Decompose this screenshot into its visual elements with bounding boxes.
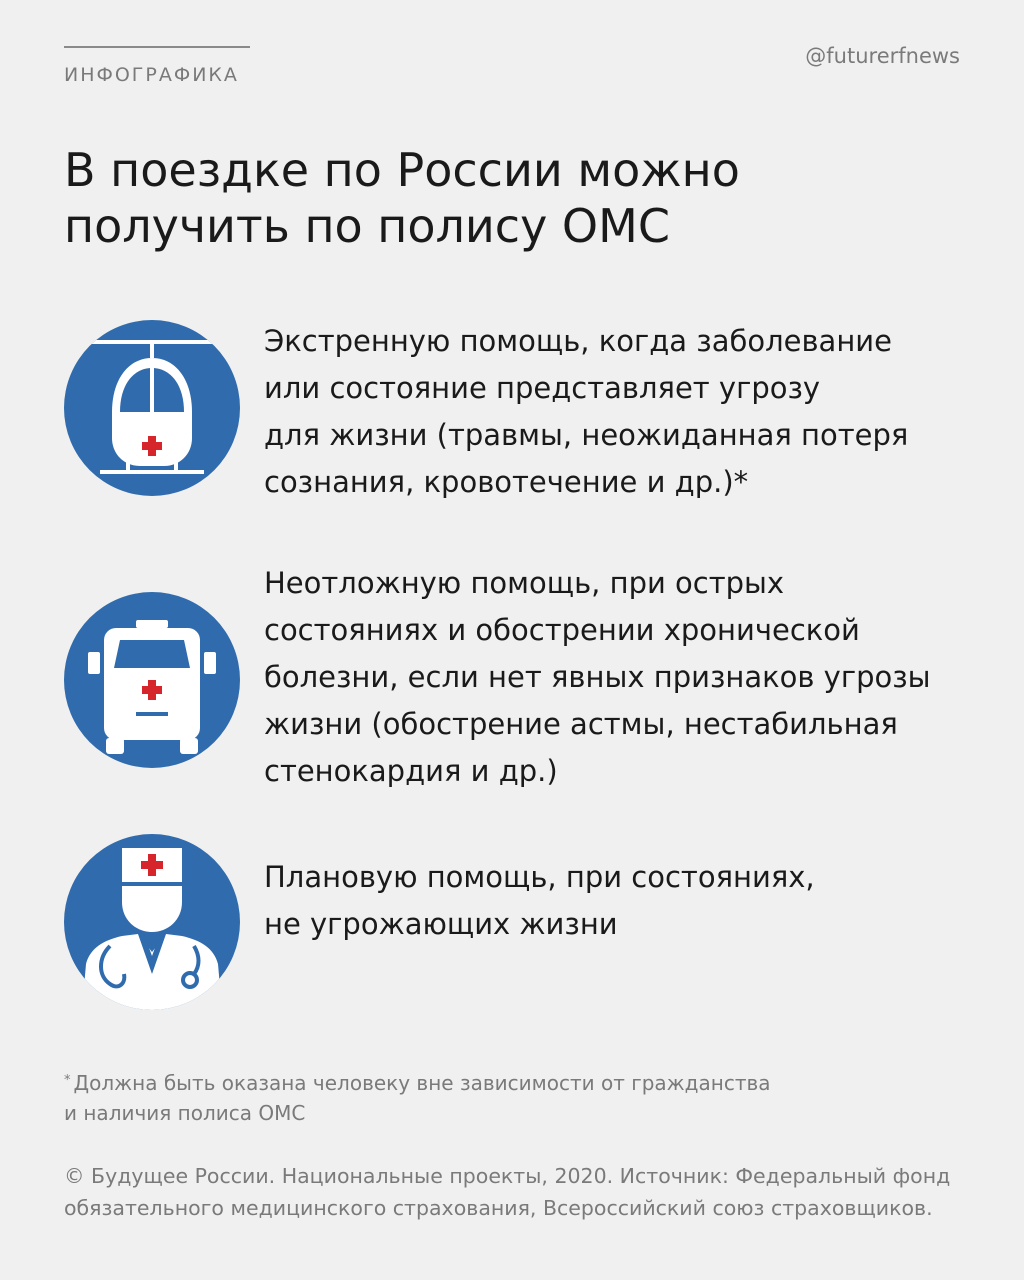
care-item-line: болезни, если нет явных признаков угрозы [264, 660, 931, 694]
care-item-text [264, 560, 964, 795]
footnote-marker: * [64, 1073, 71, 1088]
credits-line: © Будущее России. Национальные проекты, 2020. Источник: Федеральный фонд [64, 1164, 951, 1188]
care-item-line: жизни (обострение астмы, нестабильная [264, 707, 898, 741]
helicopter-icon [64, 320, 240, 496]
title-line: В поездке по России можно [64, 143, 740, 197]
credits [64, 1160, 974, 1224]
care-item-line: или состояние представляет угрозу [264, 371, 821, 405]
care-item-line: Плановую помощь, при состояниях, [264, 860, 815, 894]
ambulance-icon [64, 592, 240, 768]
care-item-text [264, 854, 964, 948]
title-line: получить по полису ОМС [64, 199, 670, 253]
care-item-text [264, 318, 964, 506]
care-item-line: стенокардия и др.) [264, 754, 558, 788]
page-title [64, 142, 964, 254]
care-item-line: не угрожающих жизни [264, 907, 618, 941]
care-item-line: сознания, кровотечение и др.)* [264, 465, 749, 499]
footnote-line: и наличия полиса ОМС [64, 1101, 306, 1125]
header-rule [64, 46, 250, 48]
category-label: ИНФОГРАФИКА [64, 64, 239, 86]
credits-line: обязательного медицинского страхования, Всероссийский союз страховщиков. [64, 1196, 933, 1220]
care-item-line: состояниях и обострении хронической [264, 613, 860, 647]
care-item-line: Экстренную помощь, когда заболевание [264, 324, 892, 358]
care-item-line: для жизни (травмы, неожиданная потеря [264, 418, 909, 452]
footnote [64, 1066, 964, 1128]
doctor-icon [64, 834, 240, 1010]
social-handle: @futurerfnews [805, 44, 960, 68]
footnote-text: Должна быть оказана человеку вне зависимости от гражданства [73, 1071, 771, 1095]
care-item-line: Неотложную помощь, при острых [264, 566, 785, 600]
footnote-line [64, 1066, 964, 1098]
